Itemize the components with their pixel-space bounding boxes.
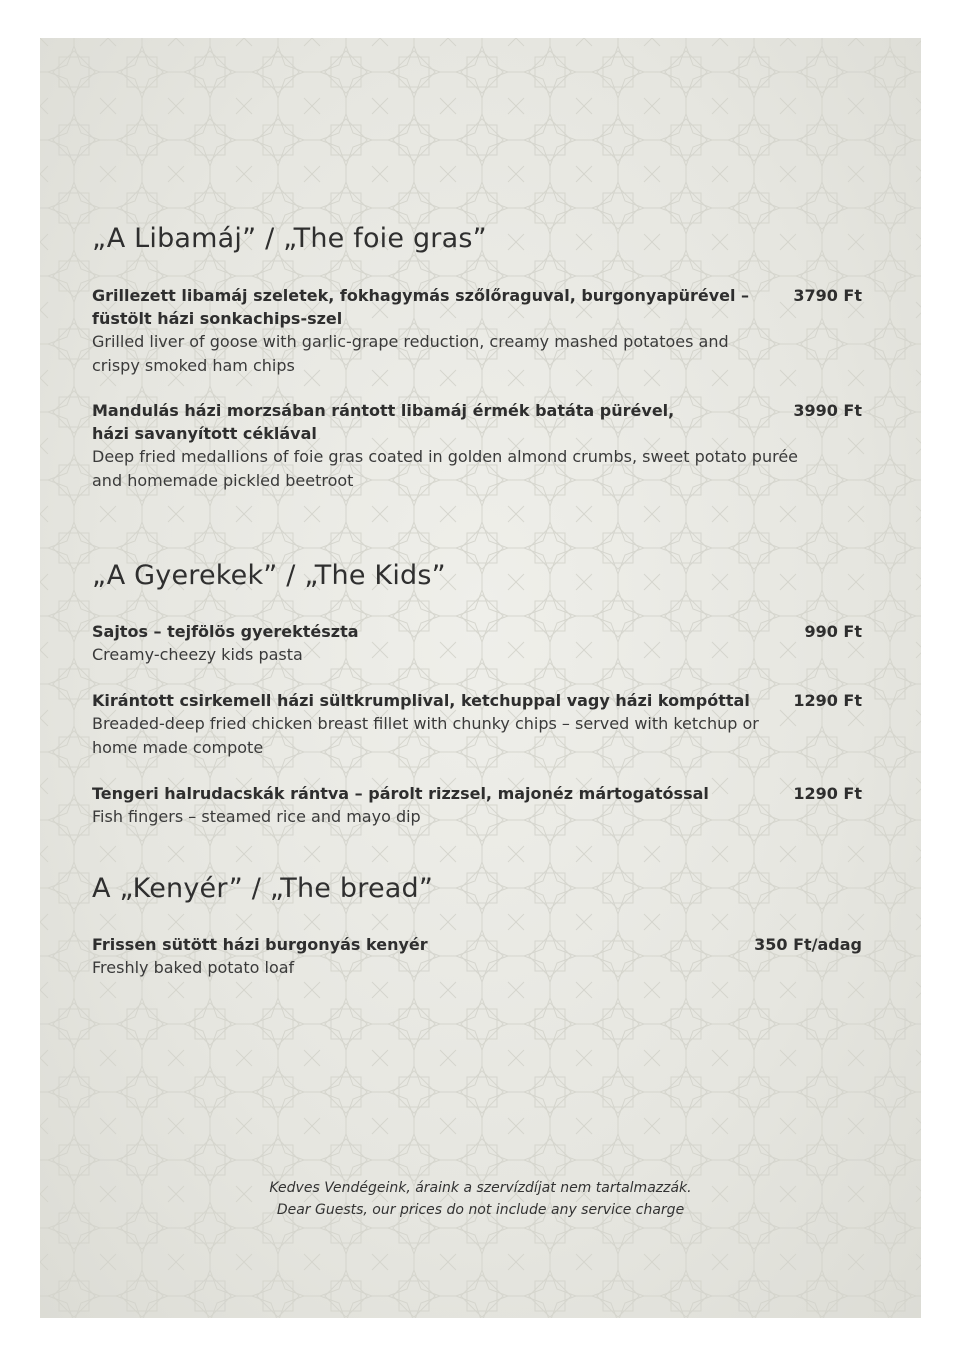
item-name-hu: Frissen sütött házi burgonyás kenyér — [92, 935, 428, 954]
item-name-en: Fish fingers – steamed rice and mayo dip — [92, 807, 421, 826]
item-name-hu: Tengeri halrudacskák rántva – párolt rizzsel, majonéz mártogatóssal — [92, 784, 709, 803]
section-title-bread: A „Kenyér” / „The bread” — [92, 873, 434, 904]
item-name-en: Grilled liver of goose with garlic-grape reduction, creamy mashed potatoes and crispy smoked ham chips — [92, 332, 729, 375]
item-price: 1290 Ft — [793, 691, 862, 710]
item-name-hu: Kirántott csirkemell házi sültkrumplival, ketchuppal vagy házi kompóttal — [92, 691, 750, 710]
section-title-kids: „A Gyerekek” / „The Kids” — [92, 560, 446, 591]
menu-page — [40, 38, 921, 1318]
item-price: 350 Ft/adag — [754, 935, 862, 954]
service-charge-note-en: Dear Guests, our prices do not include any service charge — [276, 1202, 685, 1218]
item-name-hu: Sajtos – tejfölös gyerektészta — [92, 622, 359, 641]
item-name-hu: Grillezett libamáj szeletek, fokhagymás szőlőraguval, burgonyapürével – füstölt házi sonkachips-szel — [92, 286, 750, 328]
item-name-en: Deep fried medallions of foie gras coated in golden almond crumbs, sweet potato purée and homemade pickled beetroot — [92, 447, 798, 490]
menu-item — [92, 284, 862, 377]
item-price: 1290 Ft — [793, 784, 862, 803]
item-name-en: Creamy-cheezy kids pasta — [92, 645, 303, 664]
menu-content — [40, 38, 921, 1318]
menu-item — [92, 399, 862, 492]
item-name-en: Breaded-deep fried chicken breast fillet with chunky chips – served with ketchup or home made compote — [92, 714, 759, 757]
item-name-hu: Mandulás házi morzsában rántott libamáj érmék batáta pürével, házi savanyított céklával — [92, 401, 675, 443]
item-name-en: Freshly baked potato loaf — [92, 958, 295, 977]
item-price: 3790 Ft — [793, 286, 862, 305]
service-charge-note-hu: Kedves Vendégeink, áraink a szervízdíjat nem tartalmazzák. — [269, 1180, 692, 1196]
menu-item — [92, 933, 862, 980]
section-title-foie-gras: „A Libamáj” / „The foie gras” — [92, 223, 487, 254]
item-price: 3990 Ft — [793, 401, 862, 420]
menu-item — [92, 689, 862, 759]
menu-item — [92, 782, 862, 829]
menu-item — [92, 620, 862, 667]
item-price: 990 Ft — [804, 622, 862, 641]
